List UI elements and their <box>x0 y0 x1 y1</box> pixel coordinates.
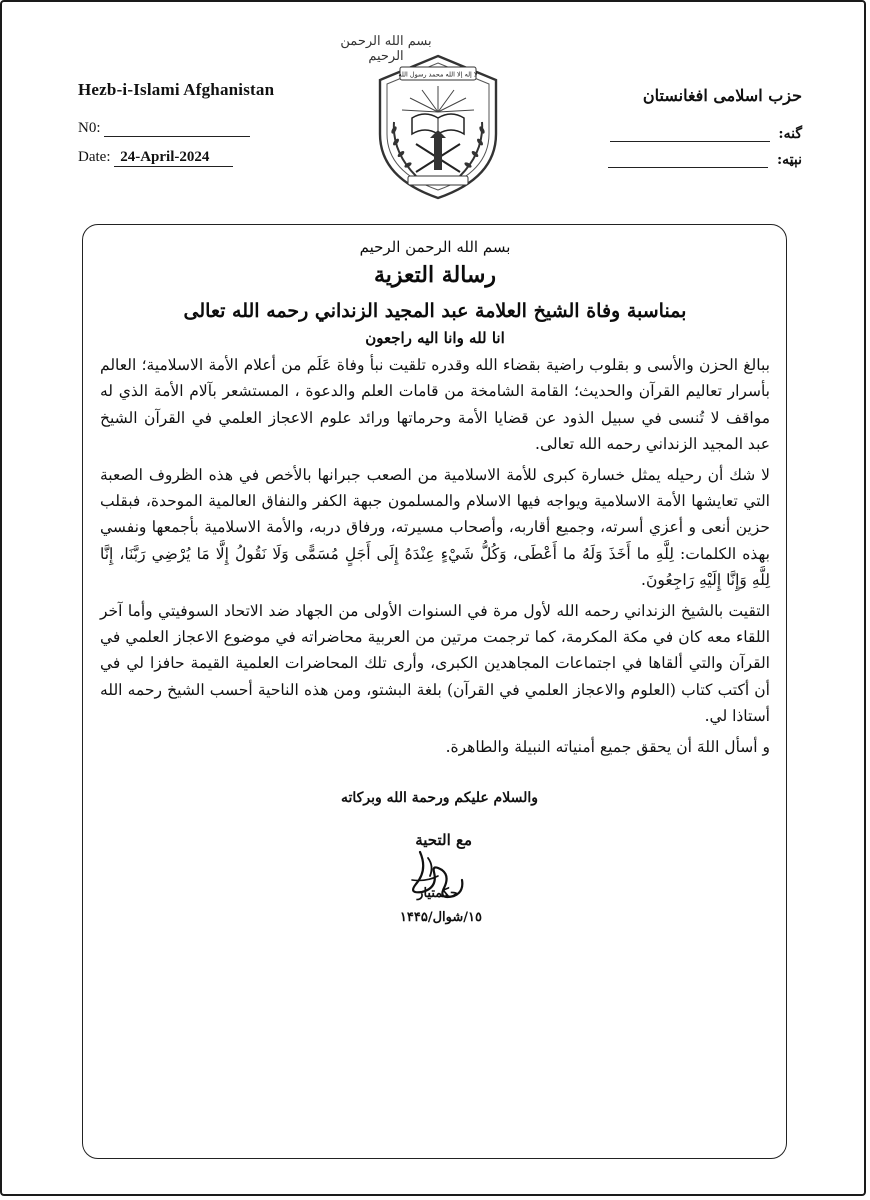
letter-istirja: انا لله وانا اليه راجعون <box>365 329 505 347</box>
letter-occasion: بمناسبة وفاة الشيخ العلامة عبد المجيد الزنداني رحمه الله تعالى <box>183 300 687 322</box>
closing-salutation: والسلام عليكم ورحمة الله وبركاته <box>341 790 538 806</box>
letter-title: رسالة التعزية <box>373 262 497 288</box>
signer-name: حكمتيار <box>417 886 458 901</box>
reference-number-blank <box>104 122 250 137</box>
regards-line: مع التحية <box>415 831 472 849</box>
body-paragraph: و أسأل اللهَ أن يحقق جميع أمنياته النبيلة والطاهرة. <box>445 737 770 756</box>
body-paragraph: ببالغ الحزن والأسى و بقلوب راضية بقضاء الله وقدره تلقيت نبأ وفاة عَلَم من أعلام الأمة الاسلامية؛ العالم بأسرار تعاليم القرآن والحديث؛ القامة الشامخة من قامات العلم والدعوة ، المستشعر بآلام الأمة الذي له مواقف لا تُنسى في سبيل الذود عن قضايا الأمة وحرماتها ورائد علوم الاعجاز العلمي في القرآن الشيخ عبد المجيد الزنداني رحمه الله تعالى. <box>100 356 770 454</box>
body-paragraph: لا شك أن رحيله يمثل خسارة كبرى للأمة الاسلامية من الصعب جبرانها بالأخص في هذه الظروف الصعبة التي تعايشها الأمة الاسلامية ويواجه فيها الاسلام والمسلمون جبهة الكفر والنفاق العالمية الموحدة، فبقلب حزين أنعى و أعزي أسرته، وجميع أقاربه، وأصحاب مسيرته، ورفاق دربه، والأمة الاسلامية بأجمعها ونفسي بهذه الكلمات: لِلَّهِ ما أَخَذَ وَلَهُ ما أَعْطَى، وَكُلُّ شَيْءٍ عِنْدَهُ إِلَى أَجَلٍ مُسَمًّى وَلَا نَقُولُ إِلَّا مَا يُرْضِي رَبَّنَا، إِنَّا لِلَّهِ وَإِنَّا إِلَيْهِ رَاجِعُونَ. <box>100 465 770 590</box>
reference-blank-pashto <box>610 129 770 142</box>
date-line-pashto <box>608 152 802 168</box>
reference-number-line-pashto <box>610 126 802 142</box>
date-value: 24-April-2024 <box>114 149 233 167</box>
date-blank-pashto <box>608 155 768 168</box>
letter-body <box>100 352 770 764</box>
date-label-pashto: نېټه: <box>776 152 802 168</box>
reference-label-pashto: گنه: <box>778 126 802 142</box>
reference-number-line <box>78 120 250 137</box>
date-line <box>78 149 233 167</box>
letter-basmala: بسم الله الرحمن الرحيم <box>359 238 511 256</box>
org-name-english: Hezb-i-Islami Afghanistan <box>78 80 275 99</box>
reference-number-label: N0: <box>78 120 101 136</box>
signature-date: ١٥/شوال/١۴۴۵ <box>399 910 482 925</box>
party-emblem-icon <box>372 52 504 202</box>
body-paragraph: التقيت بالشيخ الزنداني رحمه الله لأول مرة في السنوات الأولى من الجهاد ضد الاتحاد السوفيتي وأما آخر اللقاء معه كان في مكة المكرمة، كما ترجمت مرتين من العربية محاضراته في موضوع الاعجاز العلمي في القرآن والتي ألقاها في اجتماعات المجاهدين الكبرى، وأرى تلك المحاضرات العلمية القيمة حافزا لي في أن أكتب كتاب (العلوم والاعجاز العلمي في القرآن) بلغة البشتو، ومن هذه الناحية أحسب الشيخ رحمه الله أستاذا لي. <box>100 601 770 726</box>
header-basmala: بسم الله الرحمن الرحيم <box>340 34 432 64</box>
handwritten-signature <box>398 840 478 920</box>
date-label: Date: <box>78 149 111 165</box>
org-name-pashto: حزب اسلامی افغانستان <box>642 86 802 105</box>
emblem-motto: لا إله إلا الله محمد رسول الله <box>398 70 478 79</box>
